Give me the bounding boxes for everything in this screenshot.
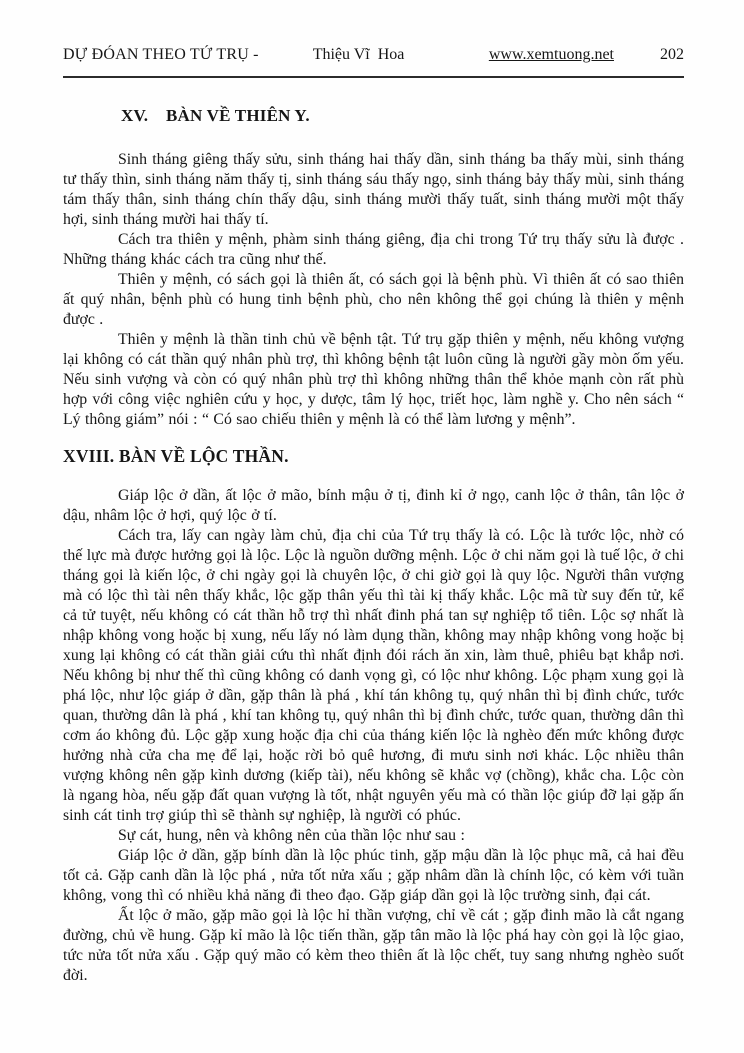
book-title: DỰ ĐÓAN THEO TỨ TRỤ - xyxy=(63,46,259,63)
section-xv-body xyxy=(63,150,684,430)
paragraph: Cách tra, lấy can ngày làm chủ, địa chi của Tứ trụ thấy là có. Lộc là tước lộc, nhờ có thế lực mà được hưởng gọi là lộc. Lộc là nguồn dưỡng mệnh. Lộc ở chi năm gọi là tuế lộc, ở chi tháng gọi là kiến lộc, ở chi ngày gọi là chuyên lộc, ở chi giờ gọi là quy lộc. Người thân vượng mà có lộc thì tài nên thấy khắc, lộc gặp thân yếu thì tài kị thấy khắc. Lộc mã từ suy đến tử, kể cả tử tuyệt, nếu không có cát thần hỗ trợ thì nhất đinh phá tan sự nghiệp tổ tiên. Lộc sợ nhất là nhập không vong hoặc bị xung, nếu lấy nó làm dụng thần, không may nhập không vong hoặc bị xung lại không có cát thần giải cứu thì nhất định đói rách ăn xin, làm thuê, phiêu bạt khắp nơi. Nếu không bị như thế thì cũng không có danh vọng gì, có lộc như không. Lộc phạm xung gọi là phá lộc, như lộc giáp ở dần, gặp thân là phá , khí tán không tụ, quý nhân thì bị đình chức, tước quan, thường dân là phá , khí tan không tụ, quý nhân thì bị đình chức, tước quan, thường dân thì cơm áo không đủ. Lộc gặp xung hoặc địa chi của tháng kiến lộc là nghèo đến mức không được hưởng nhà cửa cha mẹ để lại, hoặc rời bỏ quê hương, đi mưu sinh nơi khác. Lộc nhiều thân vượng không nên gặp kình dương (kiếp tài), nếu không sẽ khắc vợ (chồng), khắc cha. Lộc còn là ngang hòa, nếu gặp đất quan vượng là tốt, nhật nguyên yếu mà có thần lộc giúp đỡ lại gặp ấn sinh cát tinh trợ giúp thì sẽ thành sự nghiệp, là người có phúc. xyxy=(63,527,684,824)
header-divider xyxy=(63,76,684,78)
website-link[interactable]: www.xemtuong.net xyxy=(488,46,614,63)
paragraph: Sự cát, hung, nên và không nên của thần lộc như sau : xyxy=(118,827,465,844)
paragraph: Giáp lộc ở dần, ất lộc ở mão, bính mậu ở tị, đinh kỉ ở ngọ, canh lộc ở thân, tân lộc ở dậu, nhâm lộc ở hợi, quý lộc ở tí. xyxy=(63,487,684,524)
section-xv-title: XV. BÀN VỀ THIÊN Y. xyxy=(121,106,310,125)
paragraph: Cách tra thiên y mệnh, phàm sinh tháng giêng, địa chi trong Tứ trụ thấy sửu là được . Những tháng khác cách tra cũng như thế. xyxy=(63,231,684,268)
section-xviii-title: XVIII. BÀN VỀ LỘC THẦN. xyxy=(63,446,289,466)
section-xviii xyxy=(63,446,684,986)
paragraph: Thiên y mệnh là thần tinh chủ về bệnh tật. Tứ trụ gặp thiên y mệnh, nếu không vượng lại không có cát thần quý nhân phù trợ, thì không bệnh tật luôn cũng là người gầy mòn ốm yếu. Nếu sinh vượng và còn có quý nhân phù trợ thì không những thân thể khỏe mạnh còn rất phù hợp với công việc nghiên cứu y học, y dược, tâm lý học, triết học, làm nghề y. Cho nên sách “ Lý thông giám” nói : “ Có sao chiếu thiên y mệnh là có thể làm lương y mệnh”. xyxy=(63,331,684,428)
page-number: 202 xyxy=(660,46,684,63)
section-xv xyxy=(63,106,684,430)
section-xviii-body xyxy=(63,486,684,986)
paragraph: Ất lộc ở mão, gặp mão gọi là lộc hỉ thần vượng, chỉ về cát ; gặp đinh mão là cắt ngang đường, chủ về hung. Gặp kỉ mão là lộc tiến thần, gặp tân mão là lộc phá hay còn gọi là lộc giao, tức nửa tốt nửa xấu . Gặp quý mão có kèm theo thiên ất là lộc chết, tuy sang nhưng nghèo suốt đời. xyxy=(63,907,684,984)
author-name: Thiệu Vĩ Hoa xyxy=(312,46,405,63)
paragraph: Sinh tháng giêng thấy sửu, sinh tháng hai thấy dần, sinh tháng ba thấy mùi, sinh tháng tư thấy thìn, sinh tháng năm thấy tị, sinh tháng sáu thấy ngọ, sinh tháng bảy thấy mùi, sinh tháng tám thấy thân, sinh tháng chín thấy dậu, sinh tháng mười thấy tuất, sinh tháng mười một thấy hợi, sinh tháng mười hai thấy tí. xyxy=(63,151,684,228)
paragraph: Thiên y mệnh, có sách gọi là thiên ất, có sách gọi là bệnh phù. Vì thiên ất có sao thiên ất quý nhân, bệnh phù có hung tinh bệnh phù, cho nên không thể gọi chúng là thiên y mệnh được . xyxy=(63,271,684,328)
page-header xyxy=(63,45,684,65)
paragraph: Giáp lộc ở dần, gặp bính dần là lộc phúc tinh, gặp mậu dần là lộc phục mã, cả hai đều tốt cả. Gặp canh dần là lộc phá , nửa tốt nửa xấu ; gặp nhâm dần là chính lộc, có kèm với tuần không, vong thì có nhiều khả năng đi theo đạo. Gặp giáp dần gọi là lộc trường sinh, đại cát. xyxy=(63,847,684,904)
